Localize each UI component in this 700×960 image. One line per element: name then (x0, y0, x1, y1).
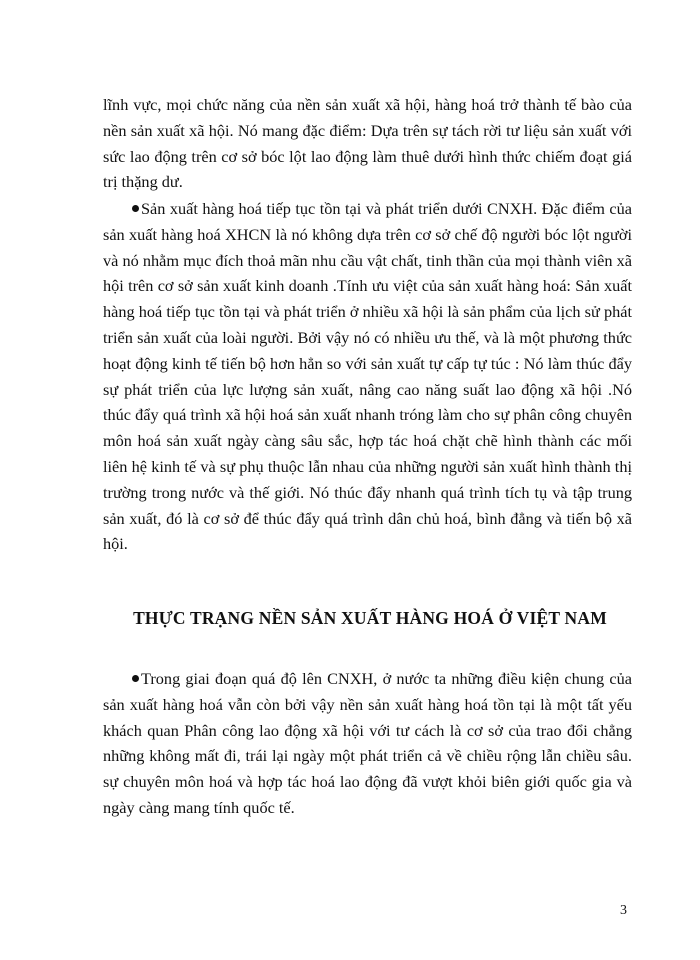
paragraph-text: lĩnh vực, mọi chức năng của nền sản xuất xã hội, hàng hoá trở thành tế bào của nền sản xuất xã hội. Nó mang đặc điểm: Dựa trên sự tách rời tư liệu sản xuất với sức lao động trên cơ sở bóc lột lao động làm thuê dưới hình thức chiếm đoạt giá trị thặng dư. (103, 95, 632, 192)
paragraph-socialist-commodity-production (103, 196, 632, 557)
bullet-icon (132, 675, 139, 682)
page-number: 3 (620, 903, 627, 918)
paragraph-transition-period (103, 666, 632, 821)
paragraph-continuation (103, 92, 632, 195)
paragraph-text: Trong giai đoạn quá độ lên CNXH, ở nước ta những điều kiện chung của sản xuất hàng hoá vẫn còn bởi vậy nền sản xuất hàng hoá tồn tại là một tất yếu khách quan Phân công lao động xã hội với tư cách là cơ sở của trao đổi chẳng những không mất đi, trái lại ngày một phát triển cả về chiều rộng lẫn chiều sâu. sự chuyên môn hoá và hợp tác hoá lao động đã vượt khỏi biên giới quốc gia và ngày càng mang tính quốc tế. (103, 669, 632, 817)
section-heading: THỰC TRẠNG NỀN SẢN XUẤT HÀNG HOÁ Ở VIỆT NAM (133, 608, 607, 628)
paragraph-text: Sản xuất hàng hoá tiếp tục tồn tại và phát triển dưới CNXH. Đặc điểm của sản xuất hàng hoá XHCN là nó không dựa trên cơ sở chế độ người bóc lột người và nó nhằm mục đích thoả mãn nhu cầu vật chất, tinh thần của mọi thành viên xã hội trên cơ sở sản xuất kinh doanh .Tính ưu việt của sản xuất hàng hoá: Sản xuất hàng hoá tiếp tục tồn tại và phát triển ở nhiều xã hội là sản phẩm của lịch sử phát triển sản xuất của loài người. Bởi vậy nó có nhiều ưu thế, và là một phương thức hoạt động kinh tế tiến bộ hơn hẳn so với sản xuất tự cấp tự túc : Nó làm thúc đẩy sự phát triển của lực lượng sản xuất, nâng cao năng suất lao động xã hội .Nó thúc đẩy quá trình xã hội hoá sản xuất nhanh tróng làm cho sự phân công chuyên môn hoá sản xuất ngày càng sâu sắc, hợp tác hoá chặt chẽ hình thành các mối liên hệ kinh tế và sự phụ thuộc lẫn nhau của những người sản xuất hình thành thị trường trong nước và thế giới. Nó thúc đẩy nhanh quá trình tích tụ và tập trung sản xuất, đó là cơ sở để thúc đẩy quá trình dân chủ hoá, bình đẳng và tiến bộ xã hội. (103, 199, 632, 554)
bullet-icon (132, 205, 139, 212)
